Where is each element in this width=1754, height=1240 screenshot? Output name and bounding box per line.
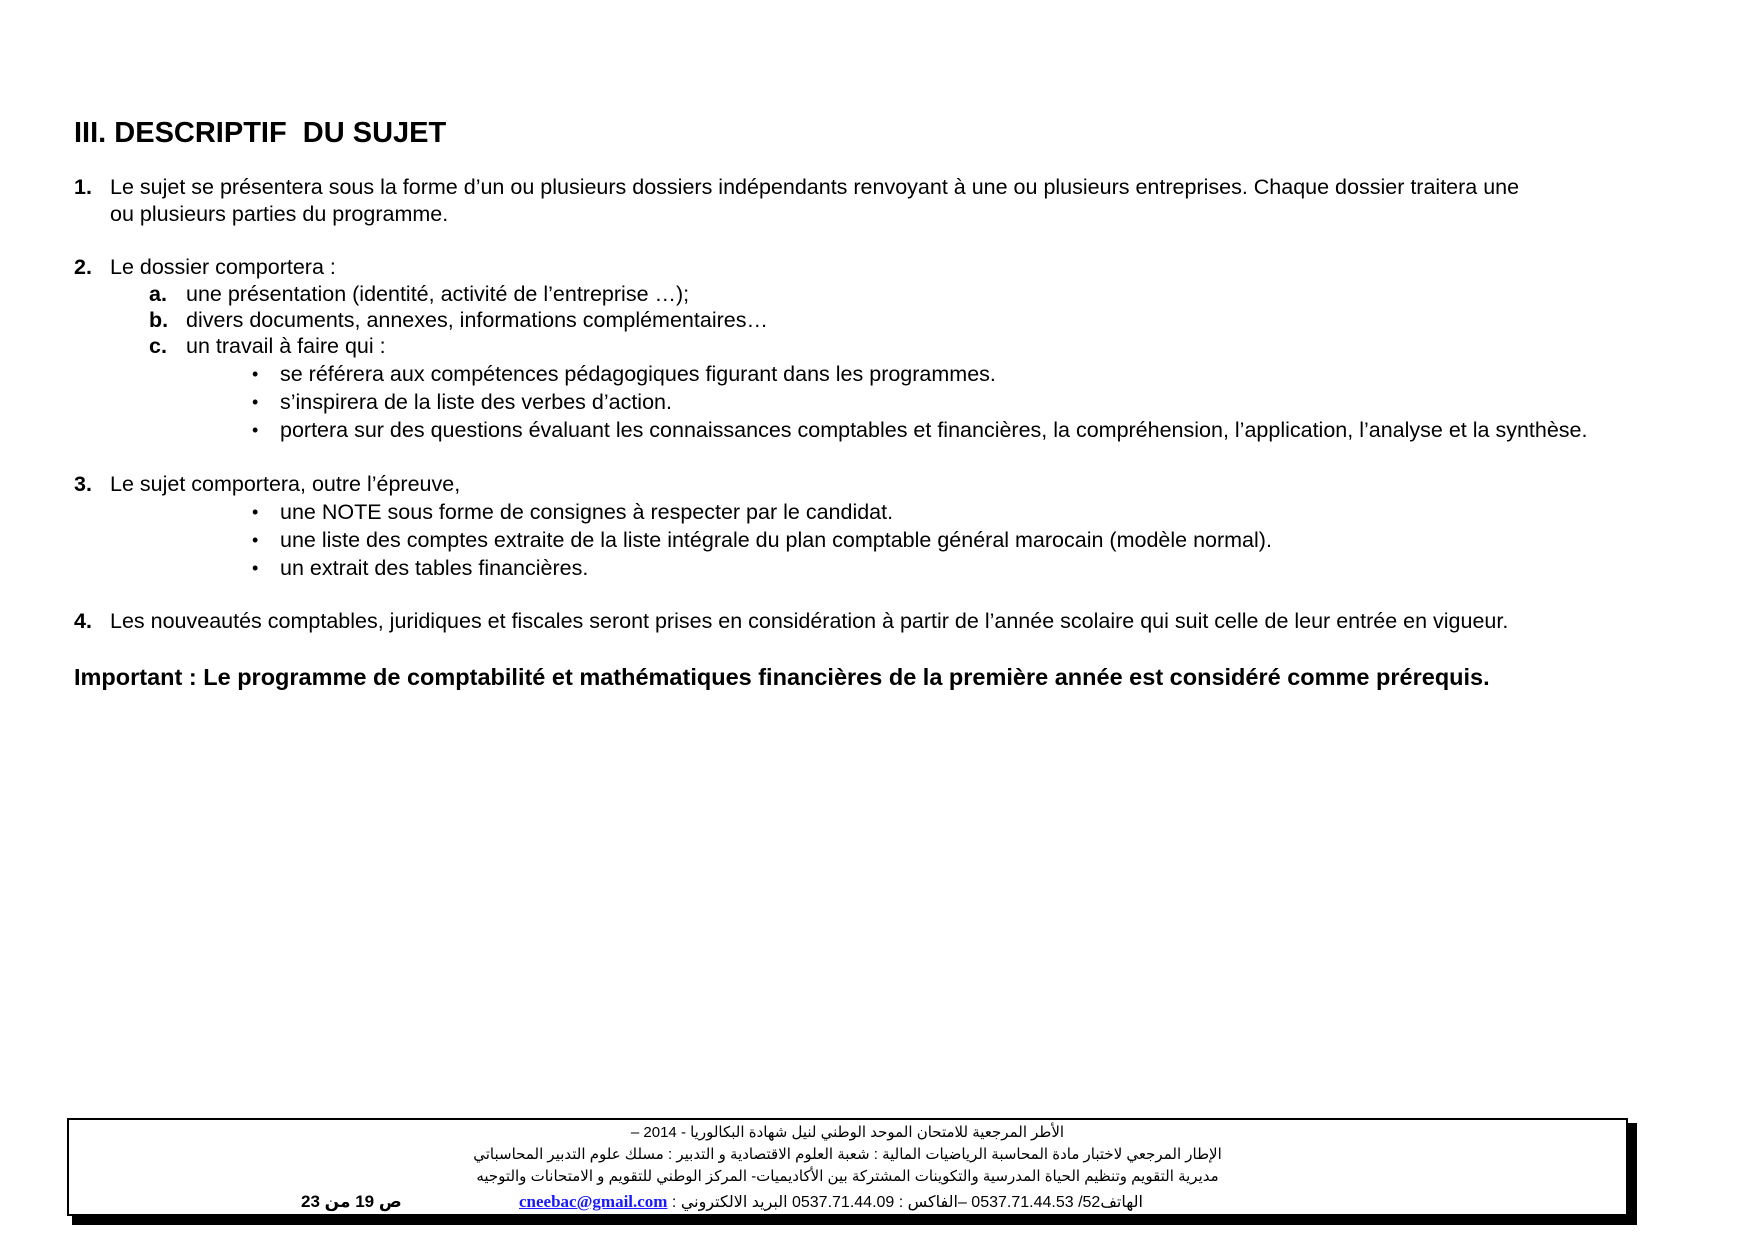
item-2a-text: une présentation (identité, activité de l’entreprise …); <box>186 282 690 306</box>
footer-line-3: مديرية التقويم وتنظيم الحياة المدرسية والتكوينات المشتركة بين الأكاديميات- المركز الوطني للتقويم و الامتحانات والتوجيه <box>476 1168 1219 1185</box>
footer-line-1: الأطر المرجعية للامتحان الموحد الوطني لنيل شهادة البكالوريا - 2014 – <box>630 1124 1065 1141</box>
item-3-bullet-1: une NOTE sous forme de consignes à respecter par le candidat. <box>280 500 894 524</box>
item-3-number: 3. <box>74 472 92 496</box>
item-2c-text: un travail à faire qui : <box>186 334 386 358</box>
item-3-text: Le sujet comportera, outre l’épreuve, <box>110 472 461 496</box>
bullet-icon: • <box>252 364 259 384</box>
item-1-line-2: ou plusieurs parties du programme. <box>110 202 449 226</box>
bullet-icon: • <box>252 558 259 578</box>
bullet-icon: • <box>252 392 259 412</box>
item-1-line-1: Le sujet se présentera sous la forme d’un ou plusieurs dossiers indépendants renvoyant à une ou plusieurs entreprises. Chaque dossier traitera une <box>110 175 1520 199</box>
bullet-icon: • <box>252 530 259 550</box>
item-1-number: 1. <box>74 175 92 199</box>
item-2-bullet-2: s’inspirera de la liste des verbes d’action. <box>280 390 672 414</box>
important-note: Important : Le programme de comptabilité et mathématiques financières de la première année est considéré comme prérequis. <box>74 664 1490 690</box>
item-2a-letter: a. <box>149 282 167 306</box>
item-4-text: Les nouveautés comptables, juridiques et fiscales seront prises en considération à partir de l’année scolaire qui suit celle de leur entrée en vigueur. <box>110 609 1509 633</box>
page-number: ص 19 من 23 <box>301 1192 402 1211</box>
footer-box <box>67 1118 1628 1216</box>
bullet-icon: • <box>252 420 259 440</box>
item-2-bullet-3: portera sur des questions évaluant les connaissances comptables et financières, la compréhension, l’application, l’analyse et la synthèse. <box>280 418 1588 442</box>
item-2c-letter: c. <box>149 334 167 358</box>
footer-contact <box>519 1192 1143 1213</box>
item-2-text: Le dossier comportera : <box>110 255 336 279</box>
item-2b-text: divers documents, annexes, informations complémentaires… <box>186 308 768 332</box>
bullet-icon: • <box>252 502 259 522</box>
item-2b-letter: b. <box>149 308 169 332</box>
item-3-bullet-2: une liste des comptes extraite de la liste intégrale du plan comptable général marocain (modèle normal). <box>280 528 1272 552</box>
item-2-bullet-1: se référera aux compétences pédagogiques figurant dans les programmes. <box>280 362 996 386</box>
item-4-number: 4. <box>74 609 92 633</box>
footer-line-2: الإطار المرجعي لاختبار مادة المحاسبة الرياضيات المالية : شعبة العلوم الاقتصادية و التدبير : مسلك علوم التدبير المحاسباتي <box>473 1146 1222 1163</box>
item-3-bullet-3: un extrait des tables financières. <box>280 556 589 580</box>
email-link[interactable]: cneebac@gmail.com <box>519 1192 668 1211</box>
section-title: III. DESCRIPTIF DU SUJET <box>74 117 447 149</box>
contact-text: الهاتف52/ 0537.71.44.53 –الفاكس : 0537.71.44.09 البريد الالكتروني : <box>671 1194 1143 1211</box>
item-2-number: 2. <box>74 255 92 279</box>
